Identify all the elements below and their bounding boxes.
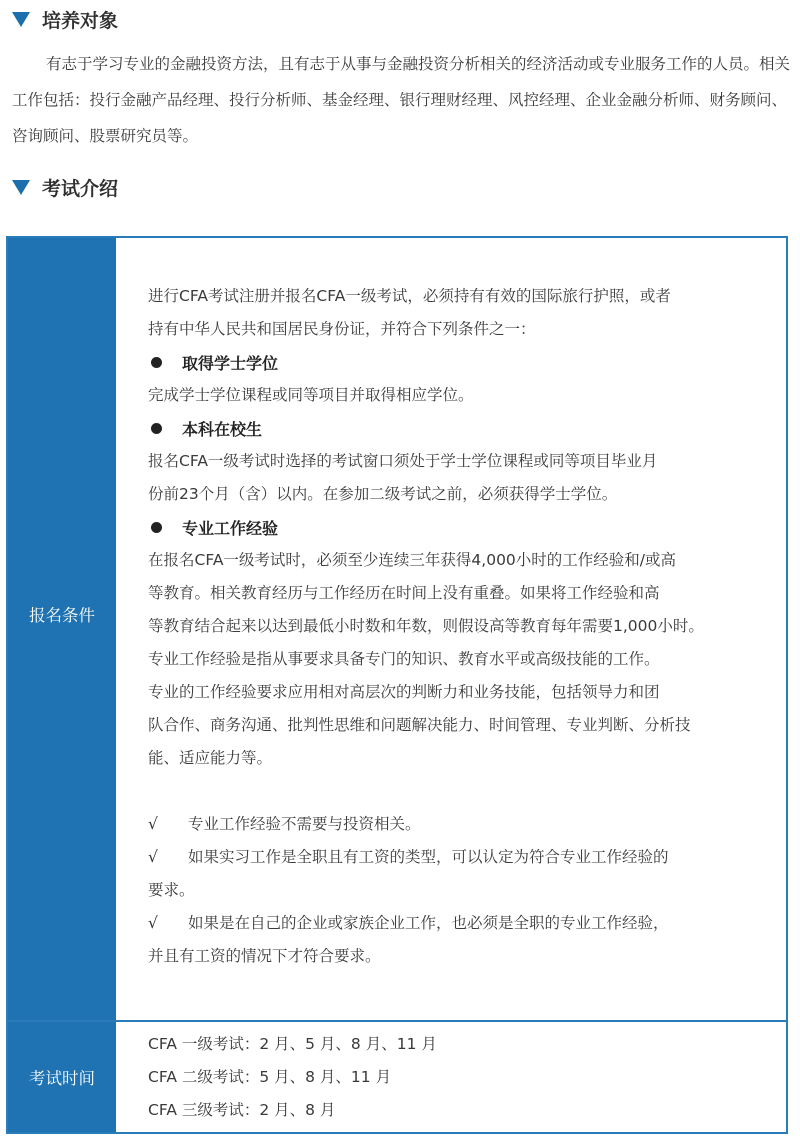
- bullet-item: [148, 412, 758, 445]
- exam-info-table: [6, 236, 788, 1134]
- bullet-text: 报名CFA一级考试时选择的考试窗口须处于学士学位课程或同等项目毕业月: [148, 452, 658, 470]
- section-heading-target-audience: [12, 4, 118, 34]
- exam-time-line: CFA 二级考试：5 月、8 月、11 月: [148, 1068, 392, 1086]
- row-divider: [8, 1020, 786, 1022]
- bullet-dot-icon: [151, 522, 162, 533]
- bullet-title: 本科在校生: [182, 420, 263, 439]
- note-line-cont: 并且有工资的情况下才符合要求。: [148, 947, 381, 965]
- bullet-title: 取得学士学位: [182, 354, 279, 373]
- exam-time-content: [148, 1028, 758, 1127]
- check-mark-icon: √: [148, 815, 158, 833]
- bullet-item: [148, 511, 758, 544]
- requirements-label: 报名条件: [29, 606, 95, 625]
- section-title: 考试介绍: [42, 177, 119, 200]
- bullet-text: 在报名CFA一级考试时，必须至少连续三年获得4,000小时的工作经验和/或高: [148, 551, 677, 569]
- bullet-dot-icon: [151, 357, 162, 368]
- bullet-dot-icon: [151, 423, 162, 434]
- lead-line: 持有中华人民共和国居民身份证，并符合下列条件之一：: [148, 320, 536, 338]
- bullet-text: 队合作、商务沟通、批判性思维和问题解决能力、时间管理、专业判断、分析技: [148, 716, 691, 734]
- requirements-content: [148, 280, 758, 973]
- bullet-text: 等教育。相关教育经历与工作经历在时间上没有重叠。如果将工作经验和高: [148, 584, 660, 602]
- note-line: √ 如果是在自己的企业或家族企业工作，也必须是全职的专业工作经验，: [148, 907, 758, 940]
- note-line: √ 如果实习工作是全职且有工资的类型，可以认定为符合专业工作经验的: [148, 841, 758, 874]
- bullet-item: [148, 346, 758, 379]
- exam-time-label: 考试时间: [29, 1069, 95, 1088]
- exam-time-line: CFA 一级考试：2 月、5 月、8 月、11 月: [148, 1035, 437, 1053]
- exam-time-label-cell: [8, 1022, 116, 1132]
- note-line-cont: 要求。: [148, 881, 195, 899]
- bullet-text: 专业工作经验是指从事要求具备专门的知识、教育水平或高级技能的工作。: [148, 650, 660, 668]
- bullet-title: 专业工作经验: [182, 519, 279, 538]
- bullet-text: 完成学士学位课程或同等项目并取得相应学位。: [148, 386, 474, 404]
- triangle-down-icon: [12, 180, 30, 195]
- section-heading-exam-intro: [12, 172, 118, 202]
- check-mark-icon: √: [148, 914, 158, 932]
- bullet-text: 专业的工作经验要求应用相对高层次的判断力和业务技能，包括领导力和团: [148, 683, 660, 701]
- triangle-down-icon: [12, 12, 30, 27]
- lead-line: 进行CFA考试注册并报名CFA一级考试，必须持有有效的国际旅行护照，或者: [148, 287, 671, 305]
- check-mark-icon: √: [148, 848, 158, 866]
- intro-paragraph: 有志于学习专业的金融投资方法，且有志于从事与金融投资分析相关的经济活动或专业服务工作的人员。相关工作包括：投行金融产品经理、投行分析师、基金经理、银行理财经理、风控经理、企业金融分析师、财务顾问、咨询顾问、股票研究员等。: [12, 55, 791, 145]
- exam-time-line: CFA 三级考试：2 月、8 月: [148, 1101, 336, 1119]
- bullet-text: 份前23个月（含）以内。在参加二级考试之前，必须获得学士学位。: [148, 485, 618, 503]
- requirements-label-cell: [8, 238, 116, 1020]
- bullet-text: 能、适应能力等。: [148, 749, 273, 767]
- section-title: 培养对象: [42, 9, 119, 32]
- bullet-text: 等教育结合起来以达到最低小时数和年数，则假设高等教育每年需要1,000小时。: [148, 617, 704, 635]
- note-line: √ 专业工作经验不需要与投资相关。: [148, 808, 758, 841]
